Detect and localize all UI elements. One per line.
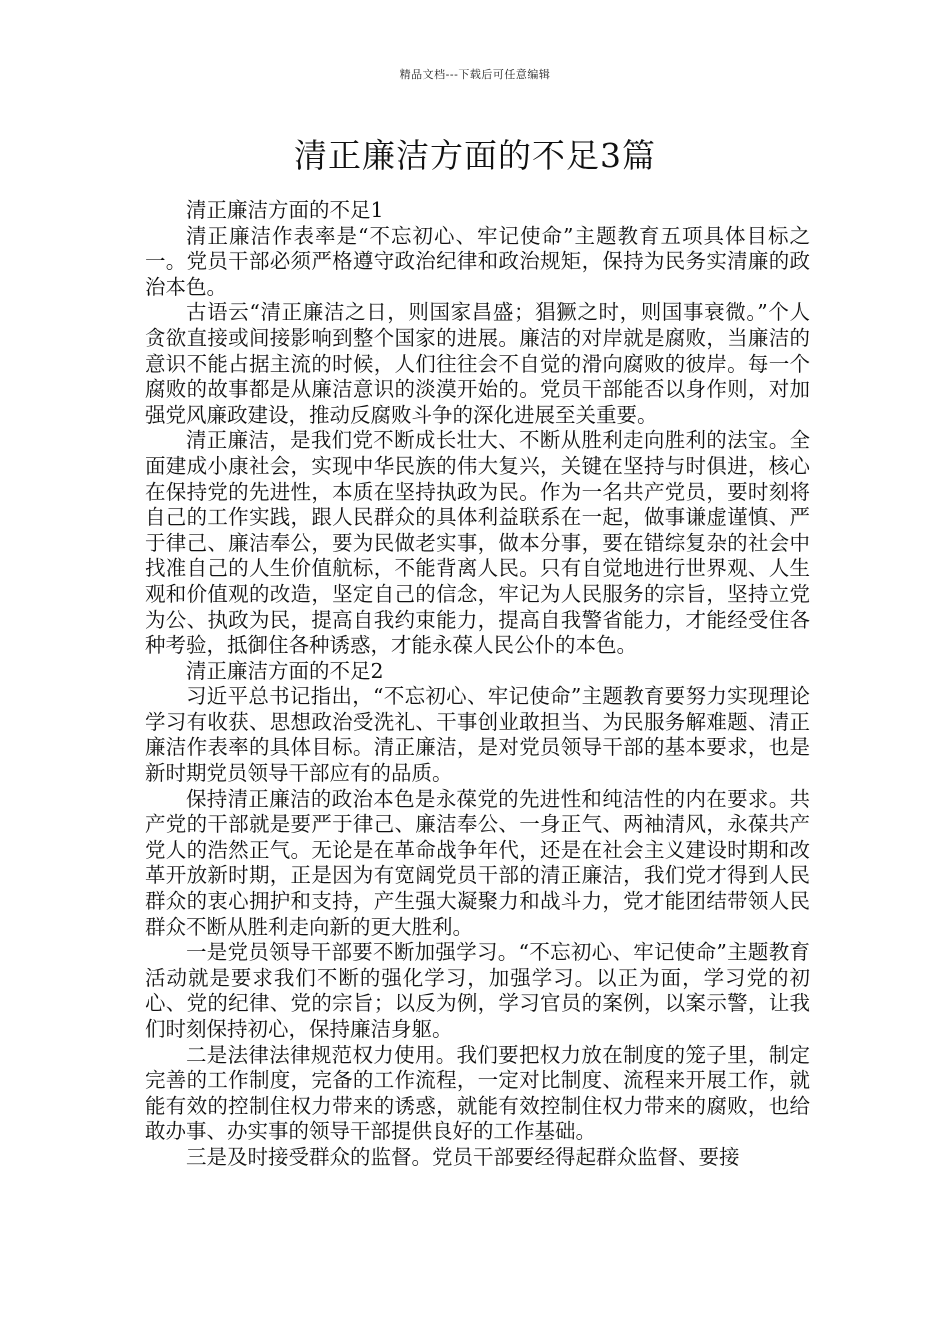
document-body (145, 198, 810, 1171)
paragraph: 三是及时接受群众的监督。党员干部要经得起群众监督、要接 (186, 1144, 740, 1169)
document-title: 清正廉洁方面的不足3篇 (294, 136, 656, 175)
paragraph: 古语云“清正廉洁之日，则国家昌盛；猖獗之时，则国事衰微。”个人贪欲直接或间接影响到整个国家的进展。廉洁的对岸就是腐败，当廉洁的意识不能占据主流的时候，人们往往会不自觉的滑向腐败的彼岸。每一个腐败的故事都是从廉洁意识的淡漠开始的。党员干部能否以身作则，对加强党风廉政建设，推动反腐败斗争的深化进展至关重要。 (145, 300, 810, 427)
paragraph: 二是法律法律规范权力使用。我们要把权力放在制度的笼子里，制定完善的工作制度，完备的工作流程，一定对比制度、流程来开展工作，就能有效的控制住权力带来的诱惑，就能有效控制住权力带来的腐败，也给敢办事、办实事的领导干部提供良好的工作基础。 (145, 1042, 810, 1144)
section-heading-1: 清正廉洁方面的不足1 (186, 198, 384, 222)
paragraph: 一是党员领导干部要不断加强学习。“不忘初心、牢记使命”主题教育活动就是要求我们不断的强化学习，加强学习。以正为面，学习党的初心、党的纪律、党的宗旨；以反为例，学习官员的案例，以案示警，让我们时刻保持初心，保持廉洁身躯。 (145, 940, 810, 1041)
header-note: 精品文档---下载后可任意编辑 (399, 68, 551, 81)
paragraph: 清正廉洁作表率是“不忘初心、牢记使命”主题教育五项具体目标之一。党员干部必须严格遵守政治纪律和政治规矩，保持为民务实清廉的政治本色。 (145, 223, 810, 299)
paragraph: 清正廉洁，是我们党不断成长壮大、不断从胜利走向胜利的法宝。全面建成小康社会，实现中华民族的伟大复兴，关键在坚持与时俱进，核心在保持党的先进性，本质在坚持执政为民。作为一名共产党员，要时刻将自己的工作实践，跟人民群众的具体利益联系在一起，做事谦虚谨慎、严于律己、廉洁奉公，要为民做老实事，做本分事，要在错综复杂的社会中找准自己的人生价值航标，不能背离人民。只有自觉地进行世界观、人生观和价值观的改造，坚定自己的信念，牢记为人民服务的宗旨，坚持立党为公、执政为民，提高自我约束能力，提高自我警省能力，才能经受住各种考验，抵御住各种诱惑，才能永葆人民公仆的本色。 (145, 428, 810, 658)
paragraph: 保持清正廉洁的政治本色是永葆党的先进性和纯洁性的内在要求。共产党的干部就是要严于律己、廉洁奉公、一身正气、两袖清风，永葆共产党人的浩然正气。无论是在革命战争年代，还是在社会主义建设时期和改革开放新时期，正是因为有宽阔党员干部的清正廉洁，我们党才得到人民群众的衷心拥护和支持，产生强大凝聚力和战斗力，党才能团结带领人民群众不断从胜利走向新的更大胜利。 (145, 786, 810, 939)
paragraph: 习近平总书记指出，“不忘初心、牢记使命”主题教育要努力实现理论学习有收获、思想政治受洗礼、干事创业敢担当、为民服务解难题、清正廉洁作表率的具体目标。清正廉洁，是对党员领导干部的基本要求，也是新时期党员领导干部应有的品质。 (145, 684, 810, 786)
section-heading-2: 清正廉洁方面的不足2 (186, 658, 384, 683)
